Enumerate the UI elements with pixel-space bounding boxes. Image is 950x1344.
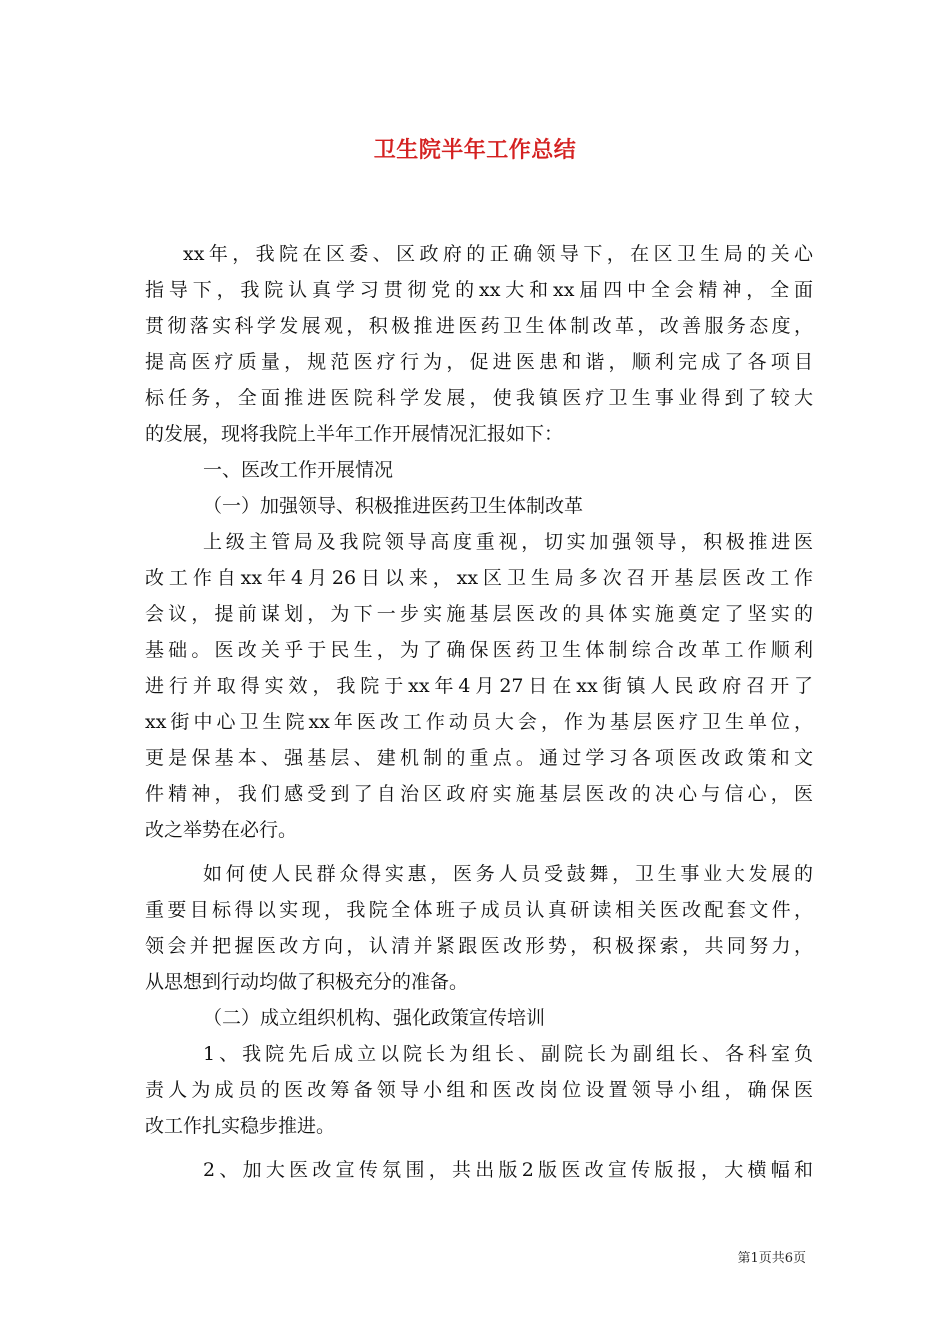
paragraph-line: 的发展，现将我院上半年工作开展情况汇报如下： xyxy=(145,423,564,445)
page-number-footer: 第1页共6页 xyxy=(737,1251,806,1266)
paragraph-line: 2、加大医改宣传氛围，共出版2版医改宣传版报，大横幅和 xyxy=(203,1159,813,1181)
paragraph-line: 提高医疗质量，规范医疗行为，促进医患和谐，顺利完成了各项目 xyxy=(145,351,813,373)
paragraph-line: 从思想到行动均做了积极充分的准备。 xyxy=(145,971,469,993)
section-heading: 一、医改工作开展情况 xyxy=(203,459,394,481)
paragraph-line: 如何使人民群众得实惠，医务人员受鼓舞，卫生事业大发展的 xyxy=(203,863,813,885)
paragraph-line: 重要目标得以实现，我院全体班子成员认真研读相关医改配套文件， xyxy=(145,899,813,921)
paragraph-line: 件精神，我们感受到了自治区政府实施基层医改的决心与信心，医 xyxy=(145,783,813,805)
paragraph-line: 责人为成员的医改筹备领导小组和医改岗位设置领导小组，确保医 xyxy=(145,1079,813,1101)
paragraph-line: 改之举势在必行。 xyxy=(145,819,298,841)
paragraph-line: 更是保基本、强基层、建机制的重点。通过学习各项医改政策和文 xyxy=(145,747,813,769)
subsection-heading: （二）成立组织机构、强化政策宣传培训 xyxy=(203,1007,546,1029)
paragraph-line: xx年，我院在区委、区政府的正确领导下，在区卫生局的关心 xyxy=(183,243,813,265)
paragraph-line: 标任务，全面推进医院科学发展，使我镇医疗卫生事业得到了较大 xyxy=(145,387,813,409)
paragraph-line: 指导下，我院认真学习贯彻党的xx大和xx届四中全会精神，全面 xyxy=(145,279,813,301)
document-body xyxy=(145,236,813,1188)
paragraph-line: 贯彻落实科学发展观，积极推进医药卫生体制改革，改善服务态度， xyxy=(145,315,813,337)
paragraph-line: 会议，提前谋划，为下一步实施基层医改的具体实施奠定了坚实的 xyxy=(145,603,813,625)
paragraph-line: 进行并取得实效，我院于xx年4月27日在xx街镇人民政府召开了 xyxy=(145,675,813,697)
subsection-heading: （一）加强领导、积极推进医药卫生体制改革 xyxy=(203,495,584,517)
document-title: 卫生院半年工作总结 xyxy=(373,137,577,163)
paragraph-line: xx街中心卫生院xx年医改工作动员大会，作为基层医疗卫生单位， xyxy=(145,711,813,733)
paragraph-line: 上级主管局及我院领导高度重视，切实加强领导，积极推进医 xyxy=(203,531,813,553)
paragraph-line: 领会并把握医改方向，认清并紧跟医改形势，积极探索，共同努力， xyxy=(145,935,813,957)
paragraph-line: 改工作自xx年4月26日以来，xx区卫生局多次召开基层医改工作 xyxy=(145,567,813,589)
paragraph-gap xyxy=(145,848,813,856)
paragraph-gap xyxy=(145,1144,813,1152)
paragraph-line: 改工作扎实稳步推进。 xyxy=(145,1115,336,1137)
paragraph-line: 1、我院先后成立以院长为组长、副院长为副组长、各科室负 xyxy=(203,1043,813,1065)
paragraph-line: 基础。医改关乎于民生，为了确保医药卫生体制综合改革工作顺利 xyxy=(145,639,813,661)
